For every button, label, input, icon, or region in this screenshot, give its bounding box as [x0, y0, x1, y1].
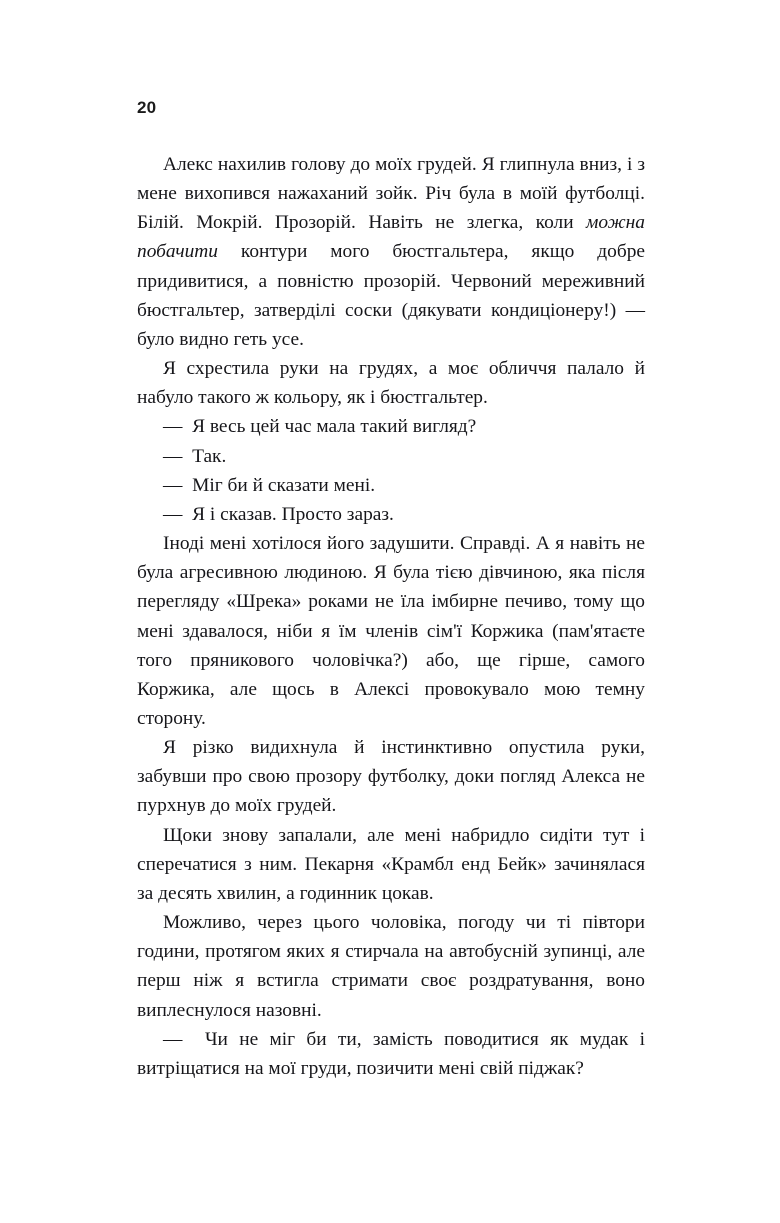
paragraph [137, 821, 645, 908]
em-dash: — [163, 416, 183, 438]
paragraph-text: Я різко видихнула й інстинктивно опустила руки, забувши про свою прозору футболку, доки погляд Алекса не пурхнув до моїх грудей. [137, 737, 645, 817]
paragraph [137, 354, 645, 412]
paragraph-text: Я схрестила руки на грудях, а моє обличчя палало й набуло такого ж кольору, як і бюстгальтер. [137, 358, 645, 409]
dialogue-text: Міг би й сказати мені. [192, 474, 376, 496]
paragraph-text: Можливо, через цього чоловіка, погоду чи ті півтори години, протягом яких я стирчала на автобусній зупинці, але перш ніж я встигла стримати своє роздратування, воно виплеснулося назовні. [137, 912, 645, 1021]
dialogue-line [137, 500, 645, 529]
em-dash: — [163, 445, 183, 467]
em-dash: — [163, 1028, 183, 1050]
em-dash: — [163, 503, 183, 525]
dialogue-line [137, 471, 645, 500]
em-dash: — [163, 474, 183, 496]
paragraph [137, 529, 645, 733]
dialogue-line [137, 412, 645, 441]
emphasis-text: можна побачити [137, 212, 645, 263]
paragraph [137, 908, 645, 1025]
paragraph [137, 150, 645, 354]
dialogue-text: Я і сказав. Просто зараз. [192, 503, 394, 525]
dialogue-text: Я весь цей час мала такий вигляд? [192, 416, 477, 438]
paragraph-text-lead: Алекс нахилив голову до моїх грудей. Я глипнула вниз, і з мене вихопився нажаханий зойк. Річ була в моїй футболці. Білій. Мокрій. Прозорій. Навіть не злегка, коли [137, 154, 645, 234]
dialogue-line [137, 1025, 645, 1083]
paragraph-text: Щоки знову запалали, але мені набридло сидіти тут і сперечатися з ним. Пекарня «Крамбл енд Бейк» зачинялася за десять хвилин, а годинник цокав. [137, 824, 645, 904]
body-text-block [137, 150, 645, 1083]
dialogue-text: Так. [192, 445, 227, 467]
paragraph [137, 733, 645, 820]
dialogue-line [137, 442, 645, 471]
paragraph-text: Іноді мені хотілося його задушити. Справді. А я навіть не була агресивною людиною. Я була тією дівчиною, яка після перегляду «Шрека» роками не їла імбирне печиво, тому що мені здавалося, ніби я їм членів сім'ї Коржика (пам'ятаєте того пряникового чоловічка?) або, ще гірше, самого Коржика, але щось в Алексі провокувало мою темну сторону. [137, 533, 645, 729]
dialogue-text: Чи не міг би ти, замість поводитися як мудак і витріщатися на мої груди, позичити мені свій піджак? [137, 1028, 645, 1079]
page-number: 20 [137, 98, 157, 117]
paragraph-text-tail: контури мого бюстгальтера, якщо добре придивитися, а повністю прозорій. Червоний мереживний бюстгальтер, затверділі соски (дякувати кондиціонеру!) — було видно геть усе. [137, 241, 645, 350]
